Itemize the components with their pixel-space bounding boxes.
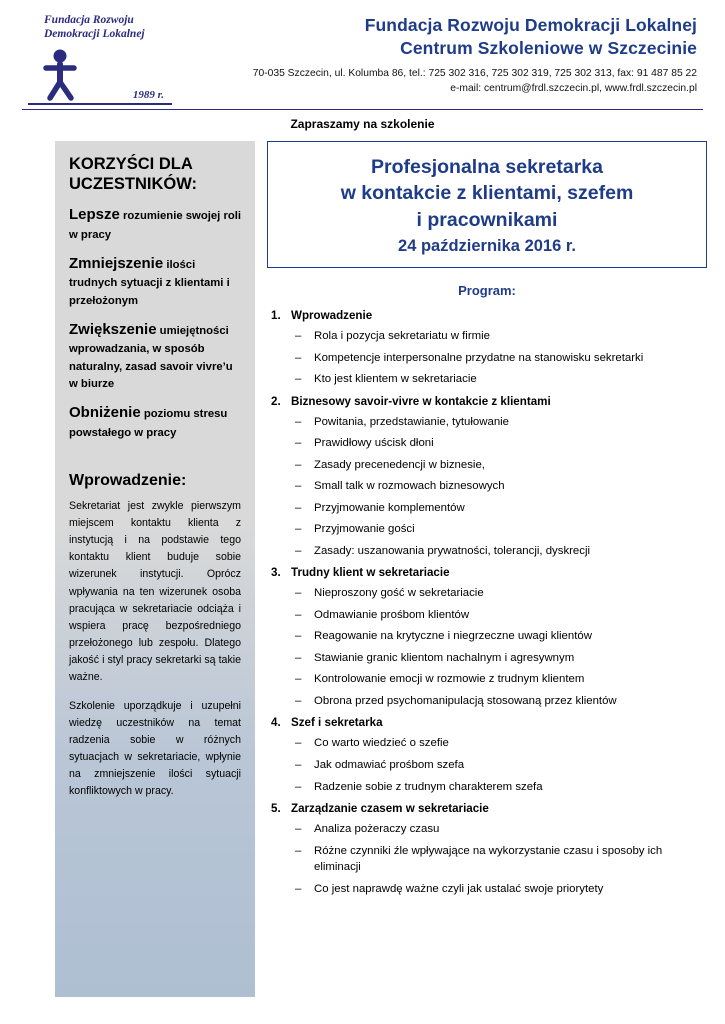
program-section (267, 714, 707, 795)
program-subitem: – Przyjmowanie gości (267, 521, 707, 538)
benefit-lead: Lepsze (69, 206, 120, 224)
program-subitems (267, 585, 707, 709)
program-subitems (267, 328, 707, 388)
training-title-line3: i pracownikami (416, 208, 558, 231)
org-email: e-mail: centrum@frdl.szczecin.pl, www.frdl.szczecin.pl (450, 83, 697, 95)
program-subitem: – Różne czynniki źle wpływające na wykorzystanie czasu i sposoby ich eliminacji (267, 843, 707, 876)
organization-block (172, 14, 703, 97)
training-title-line1: Profesjonalna sekretarka (371, 156, 603, 179)
logo-wordmark (44, 14, 172, 41)
program-subitem: – Zasady precenedencji w biznesie, (267, 457, 707, 474)
program-subitem: – Radzenie sobie z trudnym charakterem szefa (267, 779, 707, 796)
benefit-item (69, 253, 241, 310)
program-subitem: – Reagowanie na krytyczne i niegrzeczne uwagi klientów (267, 628, 707, 645)
invitation-text: Zapraszamy na szkolenie (290, 117, 435, 132)
program-subitem: – Nieproszony gość w sekretariacie (267, 585, 707, 602)
page-header (0, 0, 725, 105)
benefit-rest: poziomu stresu powstałego w pracy (69, 408, 228, 439)
program-subitem: – Prawidłowy uścisk dłoni (267, 435, 707, 452)
benefit-rest: ilości trudnych sytuacji z klientami i przełożonym (69, 258, 230, 307)
program-subitem: – Jak odmawiać prośbom szefa (267, 757, 707, 774)
benefit-rest: rozumienie swojej roli w pracy (69, 210, 242, 241)
program-subitem: – Kto jest klientem w sekretariacie (267, 371, 707, 388)
program-subitem: – Zasady: uszanowania prywatności, tolerancji, dyskrecji (267, 543, 707, 560)
logo-block (22, 14, 172, 105)
benefit-lead: Zwiększenie (69, 320, 157, 338)
program-subitem: – Kontrolowanie emocji w rozmowie z trudnym klientem (267, 671, 707, 688)
program-subitem: – Analiza pożeraczy czasu (267, 821, 707, 838)
program-section-title: Wprowadzenie (291, 309, 373, 323)
training-date: 24 października 2016 r. (398, 237, 576, 256)
program-subitem: – Odmawianie prośbom klientów (267, 607, 707, 624)
header-divider (22, 109, 703, 110)
program-section-title: Trudny klient w sekretariacie (291, 566, 450, 580)
benefit-lead: Zmniejszenie (69, 254, 164, 272)
training-title-line2: w kontakcie z klientami, szefem (340, 182, 634, 205)
program-section-title: Zarządzanie czasem w sekretariacie (291, 802, 489, 816)
program-section (267, 564, 707, 709)
program-subitem: – Co warto wiedzieć o szefie (267, 735, 707, 752)
program-subitem: – Przyjmowanie komplementów (267, 500, 707, 517)
logo-year: 1989 r. (132, 89, 164, 102)
program-panel (255, 141, 707, 902)
program-subitem: – Co jest naprawdę ważne czyli jak ustalać swoje priorytety (267, 881, 707, 898)
program-heading: Program: (458, 283, 516, 299)
program-subitems (267, 735, 707, 795)
benefit-item (69, 204, 241, 244)
org-title-line1: Fundacja Rozwoju Demokracji Lokalnej (364, 15, 697, 35)
program-subitem: – Obrona przed psychomanipulacją stosowaną przez klientów (267, 693, 707, 710)
introduction-paragraph: Sekretariat jest zwykle pierwszym miejscem kontaktu klienta z instytucją i na podstawie tego kontaktu klient buduje sobie wizerunek instytucji. Oprócz wpływania na ten wizerunek osoba pracująca w sekretariacie odciąża i wspiera pracę bezpośredniego przełożonego lub zespołu. Dlatego jakość i styl pracy sekretarki są takie ważne. (69, 499, 241, 684)
program-subitem: – Stawianie granic klientom nachalnym i agresywnym (267, 650, 707, 667)
program-section (267, 307, 707, 388)
program-section-title: Szef i sekretarka (291, 716, 383, 730)
program-subitem: – Small talk w rozmowach biznesowych (267, 478, 707, 495)
benefits-panel (55, 141, 255, 997)
program-subitems (267, 414, 707, 560)
logo-underline (28, 103, 172, 105)
program-section (267, 800, 707, 897)
document-body (0, 141, 725, 997)
program-subitems (267, 821, 707, 897)
training-title-box (267, 141, 707, 268)
program-list (267, 307, 707, 897)
frdl-figure-logo (22, 43, 172, 105)
program-section (267, 393, 707, 560)
logo-wordmark-line2: Demokracji Lokalnej (44, 27, 145, 40)
introduction-heading: Wprowadzenie: (69, 471, 187, 489)
org-address: 70-035 Szczecin, ul. Kolumba 86, tel.: 725 302 316, 725 302 319, 725 302 313, fax: 91 487 85 22 (252, 68, 697, 80)
program-subitem: – Kompetencje interpersonalne przydatne na stanowisku sekretarki (267, 350, 707, 367)
program-subitem: – Rola i pozycja sekretariatu w firmie (267, 328, 707, 345)
org-title-line2: Centrum Szkoleniowe w Szczecinie (400, 38, 697, 59)
benefit-rest: umiejętności wprowadzania, w sposób naturalny, zasad savoir vivre’u w biurze (69, 324, 233, 390)
benefits-heading: KORZYŚCI DLA UCZESTNIKÓW: (69, 155, 198, 193)
benefit-item (69, 319, 241, 393)
logo-wordmark-line1: Fundacja Rozwoju (44, 14, 134, 26)
benefit-lead: Obniżenie (69, 404, 141, 422)
benefit-item (69, 402, 241, 442)
introduction-paragraph: Szkolenie uporządkuje i uzupełni wiedzę uczestników na temat radzenia sobie w różnych sytuacjach w sekretariacie, wpłynie na zmniejszenie ilości sytuacji konfliktowych w pracy. (69, 699, 241, 798)
program-section-title: Biznesowy savoir-vivre w kontakcie z klientami (291, 394, 551, 408)
program-subitem: – Powitania, przedstawianie, tytułowanie (267, 414, 707, 431)
